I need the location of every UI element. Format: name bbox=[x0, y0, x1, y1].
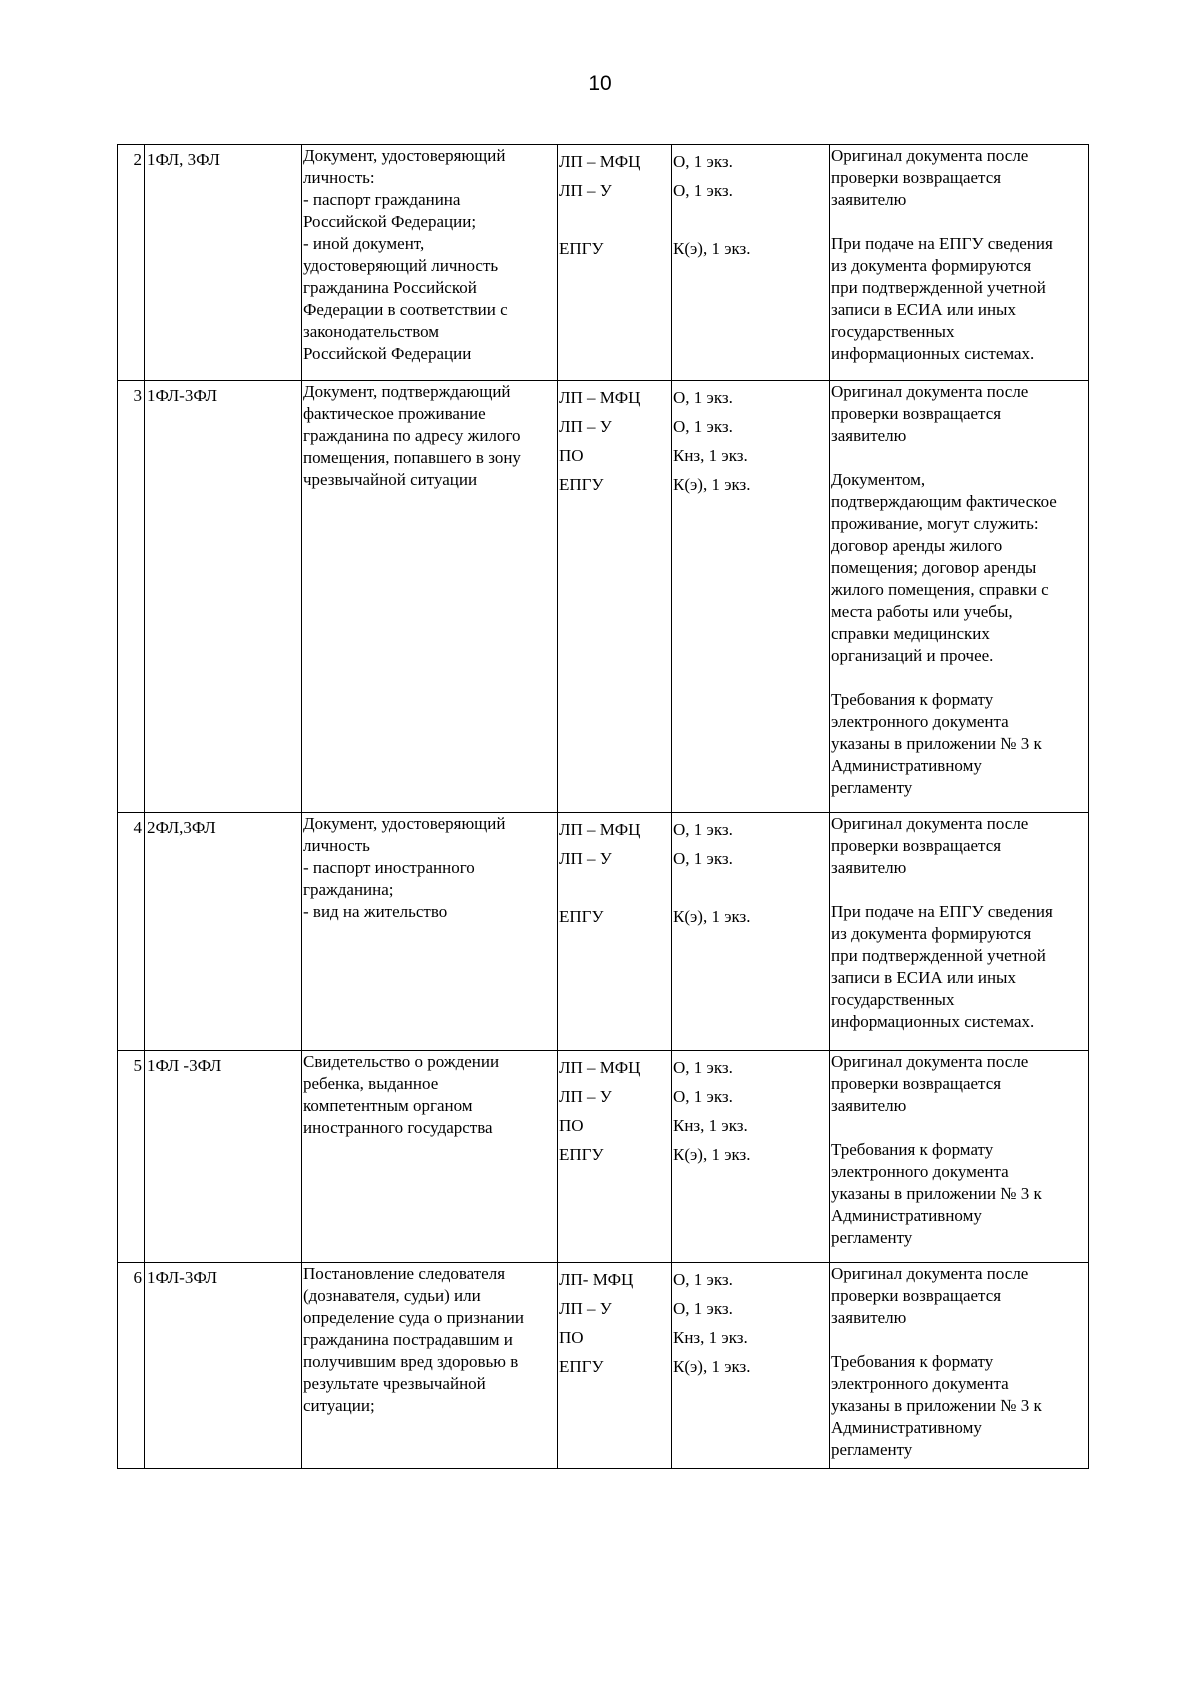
submission-method: ЛП – МФЦ bbox=[559, 388, 641, 407]
submission-method-cell bbox=[558, 1051, 672, 1263]
document-line: получившим вред здоровью в bbox=[303, 1352, 519, 1371]
page-number: 10 bbox=[588, 72, 612, 95]
document-description-cell bbox=[302, 381, 558, 813]
blank-line bbox=[559, 873, 671, 902]
note-line: информационных системах. bbox=[831, 1012, 1035, 1031]
copy-type: К(э), 1 экз. bbox=[673, 1145, 751, 1164]
applicant-category-cell bbox=[145, 1051, 302, 1263]
table-row bbox=[118, 381, 1089, 813]
note-line: регламенту bbox=[831, 1440, 913, 1459]
blank-line bbox=[831, 211, 1088, 233]
document-description-cell bbox=[302, 1051, 558, 1263]
document-line: удостоверяющий личность bbox=[303, 256, 499, 275]
note-line: записи в ЕСИА или иных bbox=[831, 300, 1016, 319]
submission-method: ЕПГУ bbox=[559, 239, 604, 258]
submission-method-cell bbox=[558, 145, 672, 381]
table-row bbox=[118, 145, 1089, 381]
copy-type: О, 1 экз. bbox=[673, 820, 733, 839]
document-description-cell bbox=[302, 813, 558, 1051]
note-line: Административному bbox=[831, 1206, 982, 1225]
blank-line bbox=[831, 1329, 1088, 1351]
note-line: указаны в приложении № 3 к bbox=[831, 734, 1042, 753]
submission-method: ЛП – МФЦ bbox=[559, 820, 641, 839]
document-line: Федерации в соответствии с bbox=[303, 300, 508, 319]
note-line: Требования к формату bbox=[831, 690, 994, 709]
submission-method: ПО bbox=[559, 1328, 584, 1347]
submission-method: ЕПГУ bbox=[559, 1357, 604, 1376]
applicant-category: 1ФЛ-3ФЛ bbox=[147, 386, 218, 405]
note-line: помещения; договор аренды bbox=[831, 558, 1037, 577]
document-line: законодательством bbox=[303, 322, 440, 341]
document-line: Документ, удостоверяющий bbox=[303, 146, 506, 165]
document-line: Российской Федерации; bbox=[303, 212, 477, 231]
copy-type: О, 1 экз. bbox=[673, 388, 733, 407]
blank-line bbox=[831, 1117, 1088, 1139]
copy-type-cell bbox=[672, 1051, 830, 1263]
submission-method-cell bbox=[558, 1263, 672, 1469]
row-number: 4 bbox=[133, 818, 142, 837]
document-line: ребенка, выданное bbox=[303, 1074, 439, 1093]
document-line: гражданина пострадавшим и bbox=[303, 1330, 513, 1349]
document-line: Документ, подтверждающий bbox=[303, 382, 511, 401]
submission-method: ЛП- МФЦ bbox=[559, 1270, 634, 1289]
note-line: электронного документа bbox=[831, 1162, 1009, 1181]
row-number: 5 bbox=[133, 1056, 142, 1075]
submission-method: ЕПГУ bbox=[559, 907, 604, 926]
note-line: справки медицинских bbox=[831, 624, 990, 643]
row-number: 6 bbox=[133, 1268, 142, 1287]
note-line: Требования к формату bbox=[831, 1352, 994, 1371]
note-line: указаны в приложении № 3 к bbox=[831, 1184, 1042, 1203]
note-line: государственных bbox=[831, 322, 955, 341]
copy-type: К(э), 1 экз. bbox=[673, 475, 751, 494]
document-line: Постановление следователя bbox=[303, 1264, 506, 1283]
note-line: жилого помещения, справки с bbox=[831, 580, 1049, 599]
document-description-cell bbox=[302, 1263, 558, 1469]
applicant-category: 1ФЛ -3ФЛ bbox=[147, 1056, 222, 1075]
document-line: помещения, попавшего в зону bbox=[303, 448, 521, 467]
note-line: электронного документа bbox=[831, 712, 1009, 731]
copy-type: К(э), 1 экз. bbox=[673, 907, 751, 926]
applicant-category: 2ФЛ,3ФЛ bbox=[147, 818, 216, 837]
notes-cell bbox=[830, 145, 1089, 381]
document-line: результате чрезвычайной bbox=[303, 1374, 486, 1393]
note-line: регламенту bbox=[831, 778, 913, 797]
copy-type: Кнз, 1 экз. bbox=[673, 1116, 748, 1135]
submission-method-cell bbox=[558, 381, 672, 813]
note-line: проверки возвращается bbox=[831, 404, 1002, 423]
document-line: чрезвычайной ситуации bbox=[303, 470, 478, 489]
copy-type: К(э), 1 экз. bbox=[673, 1357, 751, 1376]
document-line: Свидетельство о рождении bbox=[303, 1052, 500, 1071]
table-row bbox=[118, 1263, 1089, 1469]
document-line: определение суда о признании bbox=[303, 1308, 524, 1327]
blank-line bbox=[559, 205, 671, 234]
document-line: личность bbox=[303, 836, 370, 855]
row-number-cell bbox=[118, 1263, 145, 1469]
note-line: Документом, bbox=[831, 470, 926, 489]
note-line: Оригинал документа после bbox=[831, 146, 1029, 165]
note-line: государственных bbox=[831, 990, 955, 1009]
table-row bbox=[118, 813, 1089, 1051]
notes-cell bbox=[830, 813, 1089, 1051]
copy-type: О, 1 экз. bbox=[673, 1270, 733, 1289]
copy-type: Кнз, 1 экз. bbox=[673, 446, 748, 465]
copy-type-cell bbox=[672, 813, 830, 1051]
copy-type: О, 1 экз. bbox=[673, 1058, 733, 1077]
note-line: Требования к формату bbox=[831, 1140, 994, 1159]
submission-method: ЕПГУ bbox=[559, 475, 604, 494]
copy-type: О, 1 экз. bbox=[673, 417, 733, 436]
note-line: заявителю bbox=[831, 426, 907, 445]
note-line: Административному bbox=[831, 756, 982, 775]
note-line: Оригинал документа после bbox=[831, 382, 1029, 401]
note-line: организаций и прочее. bbox=[831, 646, 994, 665]
note-line: проверки возвращается bbox=[831, 1074, 1002, 1093]
applicant-category-cell bbox=[145, 813, 302, 1051]
submission-method: ЛП – У bbox=[559, 849, 612, 868]
row-number-cell bbox=[118, 813, 145, 1051]
note-line: При подаче на ЕПГУ сведения bbox=[831, 902, 1053, 921]
note-line: информационных системах. bbox=[831, 344, 1035, 363]
document-line: - вид на жительство bbox=[303, 902, 448, 921]
note-line: Оригинал документа после bbox=[831, 1052, 1029, 1071]
row-number: 2 bbox=[133, 150, 142, 169]
note-line: проживание, могут служить: bbox=[831, 514, 1039, 533]
copy-type: О, 1 экз. bbox=[673, 849, 733, 868]
submission-method: ЛП – У bbox=[559, 181, 612, 200]
applicant-category: 1ФЛ, 3ФЛ bbox=[147, 150, 220, 169]
document-line: гражданина; bbox=[303, 880, 394, 899]
row-number-cell bbox=[118, 145, 145, 381]
note-line: заявителю bbox=[831, 1308, 907, 1327]
row-number-cell bbox=[118, 1051, 145, 1263]
applicant-category-cell bbox=[145, 1263, 302, 1469]
note-line: проверки возвращается bbox=[831, 168, 1002, 187]
blank-line bbox=[831, 447, 1088, 469]
note-line: Административному bbox=[831, 1418, 982, 1437]
note-line: места работы или учебы, bbox=[831, 602, 1013, 621]
note-line: заявителю bbox=[831, 1096, 907, 1115]
document-line: гражданина Российской bbox=[303, 278, 477, 297]
blank-line bbox=[673, 873, 829, 902]
submission-method: ПО bbox=[559, 1116, 584, 1135]
note-line: подтверждающим фактическое bbox=[831, 492, 1057, 511]
applicant-category-cell bbox=[145, 145, 302, 381]
documents-table bbox=[117, 144, 1089, 1469]
document-line: ситуации; bbox=[303, 1396, 375, 1415]
document-description-cell bbox=[302, 145, 558, 381]
submission-method-cell bbox=[558, 813, 672, 1051]
copy-type-cell bbox=[672, 381, 830, 813]
document-line: Российской Федерации bbox=[303, 344, 472, 363]
notes-cell bbox=[830, 1263, 1089, 1469]
row-number-cell bbox=[118, 381, 145, 813]
copy-type: О, 1 экз. bbox=[673, 1299, 733, 1318]
applicant-category: 1ФЛ-3ФЛ bbox=[147, 1268, 218, 1287]
copy-type: К(э), 1 экз. bbox=[673, 239, 751, 258]
note-line: электронного документа bbox=[831, 1374, 1009, 1393]
submission-method: ЛП – У bbox=[559, 1087, 612, 1106]
document-line: личность: bbox=[303, 168, 375, 187]
note-line: При подаче на ЕПГУ сведения bbox=[831, 234, 1053, 253]
document-line: фактическое проживание bbox=[303, 404, 486, 423]
document-line: иностранного государства bbox=[303, 1118, 493, 1137]
notes-cell bbox=[830, 381, 1089, 813]
blank-line bbox=[831, 879, 1088, 901]
note-line: записи в ЕСИА или иных bbox=[831, 968, 1016, 987]
note-line: из документа формируются bbox=[831, 924, 1032, 943]
document-line: (дознавателя, судьи) или bbox=[303, 1286, 481, 1305]
note-line: проверки возвращается bbox=[831, 1286, 1002, 1305]
copy-type-cell bbox=[672, 145, 830, 381]
note-line: заявителю bbox=[831, 858, 907, 877]
note-line: из документа формируются bbox=[831, 256, 1032, 275]
submission-method: ЛП – У bbox=[559, 1299, 612, 1318]
note-line: при подтвержденной учетной bbox=[831, 946, 1046, 965]
copy-type: О, 1 экз. bbox=[673, 152, 733, 171]
note-line: Оригинал документа после bbox=[831, 1264, 1029, 1283]
copy-type: О, 1 экз. bbox=[673, 1087, 733, 1106]
submission-method: ПО bbox=[559, 446, 584, 465]
document-line: - паспорт гражданина bbox=[303, 190, 461, 209]
blank-line bbox=[831, 667, 1088, 689]
submission-method: ЕПГУ bbox=[559, 1145, 604, 1164]
table-body bbox=[118, 145, 1089, 1469]
note-line: указаны в приложении № 3 к bbox=[831, 1396, 1042, 1415]
table-row bbox=[118, 1051, 1089, 1263]
note-line: договор аренды жилого bbox=[831, 536, 1003, 555]
note-line: заявителю bbox=[831, 190, 907, 209]
submission-method: ЛП – У bbox=[559, 417, 612, 436]
document-line: компетентным органом bbox=[303, 1096, 473, 1115]
document-line: - паспорт иностранного bbox=[303, 858, 475, 877]
note-line: проверки возвращается bbox=[831, 836, 1002, 855]
note-line: при подтвержденной учетной bbox=[831, 278, 1046, 297]
document-line: - иной документ, bbox=[303, 234, 425, 253]
notes-cell bbox=[830, 1051, 1089, 1263]
copy-type: О, 1 экз. bbox=[673, 181, 733, 200]
row-number: 3 bbox=[133, 386, 142, 405]
applicant-category-cell bbox=[145, 381, 302, 813]
document-line: гражданина по адресу жилого bbox=[303, 426, 521, 445]
submission-method: ЛП – МФЦ bbox=[559, 1058, 641, 1077]
blank-line bbox=[673, 205, 829, 234]
document-line: Документ, удостоверяющий bbox=[303, 814, 506, 833]
note-line: регламенту bbox=[831, 1228, 913, 1247]
note-line: Оригинал документа после bbox=[831, 814, 1029, 833]
copy-type: Кнз, 1 экз. bbox=[673, 1328, 748, 1347]
submission-method: ЛП – МФЦ bbox=[559, 152, 641, 171]
copy-type-cell bbox=[672, 1263, 830, 1469]
